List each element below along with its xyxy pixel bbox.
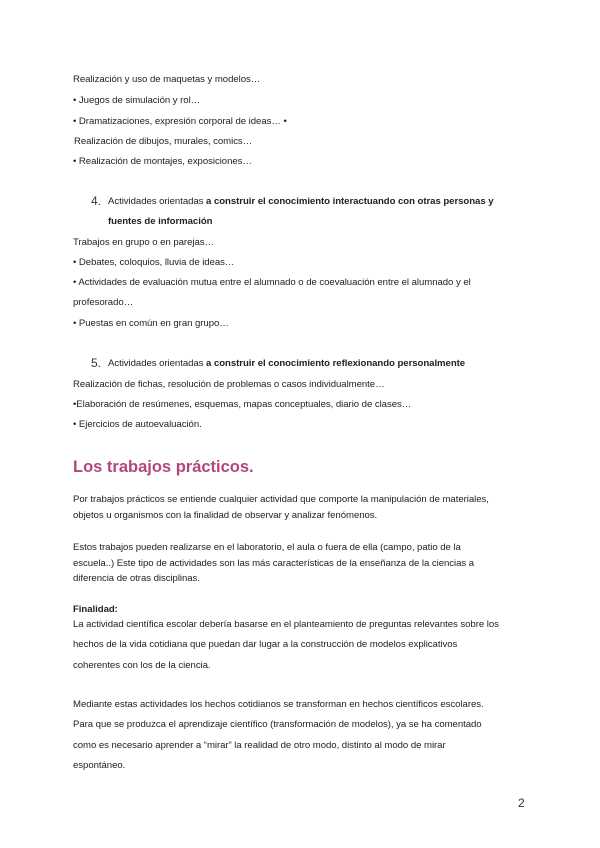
item4-line-1: Trabajos en grupo o en parejas… (73, 237, 215, 248)
item4-line-4: profesorado… (73, 297, 134, 308)
list3-line-5: • Realización de montajes, exposiciones… (73, 156, 252, 167)
item4-bold-3: fuentes de información (108, 216, 213, 227)
item5-heading (108, 357, 465, 371)
item4-heading (108, 195, 494, 209)
p2-line-1: Estos trabajos pueden realizarse en el laboratorio, el aula o fuera de ella (campo, patio de la (73, 542, 461, 553)
p2-line-3: diferencia de otras disciplinas. (73, 573, 200, 584)
p3-line-3: como es necesario aprender a “mirar” la realidad de otro modo, distinto al modo de mirar (73, 740, 446, 751)
finalidad-label-text: Finalidad: (73, 604, 118, 615)
p3-line-4: espontáneo. (73, 760, 126, 771)
finalidad-label (73, 603, 118, 617)
finalidad-line-2: hechos de la vida cotidiana que puedan dar lugar a la construcción de modelos explicativos (73, 639, 458, 650)
item4-bold-2: conocimiento interactuando con otras personas y (268, 196, 494, 207)
finalidad-line-3: coherentes con los de la ciencia. (73, 660, 211, 671)
p1-line-2: objetos u organismos con la finalidad de observar y analizar fenómenos. (73, 510, 378, 521)
p1-line-1: Por trabajos prácticos se entiende cualquier actividad que comporte la manipulación de materiales, (73, 494, 489, 505)
p3-line-1: Mediante estas actividades los hechos cotidianos se transforman en hechos científicos escolares. (73, 699, 484, 710)
item4-line-2: • Debates, coloquios, lluvia de ideas… (73, 257, 235, 268)
item5-lead: Actividades orientadas (108, 358, 207, 369)
item4-line-3: • Actividades de evaluación mutua entre el alumnado o de coevaluación entre el alumnado y el (73, 277, 471, 288)
p2-line-2: escuela..) Este tipo de actividades son las más características de la enseñanza de la ciencias a (73, 558, 475, 569)
finalidad-line-1: La actividad científica escolar debería basarse en el planteamiento de preguntas relevantes sobre los (73, 619, 499, 630)
list3-line-3: • Dramatizaciones, expresión corporal de ideas… • (73, 116, 287, 127)
list3-line-4: Realización de dibujos, murales, comics… (74, 136, 253, 147)
page-number: 2 (518, 796, 525, 810)
item5-line-3: • Ejercicios de autoevaluación. (73, 419, 202, 430)
item5-line-1: Realización de fichas, resolución de problemas o casos individualmente… (73, 379, 385, 390)
item4-lead: Actividades orientadas (108, 196, 207, 207)
item4-number: 4. (91, 194, 102, 208)
list3-line-2: • Juegos de simulación y rol… (73, 95, 201, 106)
p3-line-2: Para que se produzca el aprendizaje científico (transformación de modelos), ya se ha comentado (73, 719, 482, 730)
item4-bold-1: a construir el (206, 196, 269, 207)
item5-line-2: •Elaboración de resúmenes, esquemas, mapas conceptuales, diario de clases… (73, 399, 412, 410)
item4-heading-cont (108, 215, 212, 229)
item5-bold-1: a construir el (206, 358, 269, 369)
item5-number: 5. (91, 356, 102, 370)
section-title: Los trabajos prácticos. (73, 458, 254, 476)
item5-bold-2: conocimiento reflexionando personalmente (268, 358, 466, 369)
list3-line-1: Realización y uso de maquetas y modelos… (73, 74, 261, 85)
item4-line-5: • Puestas en común en gran grupo… (73, 318, 229, 329)
